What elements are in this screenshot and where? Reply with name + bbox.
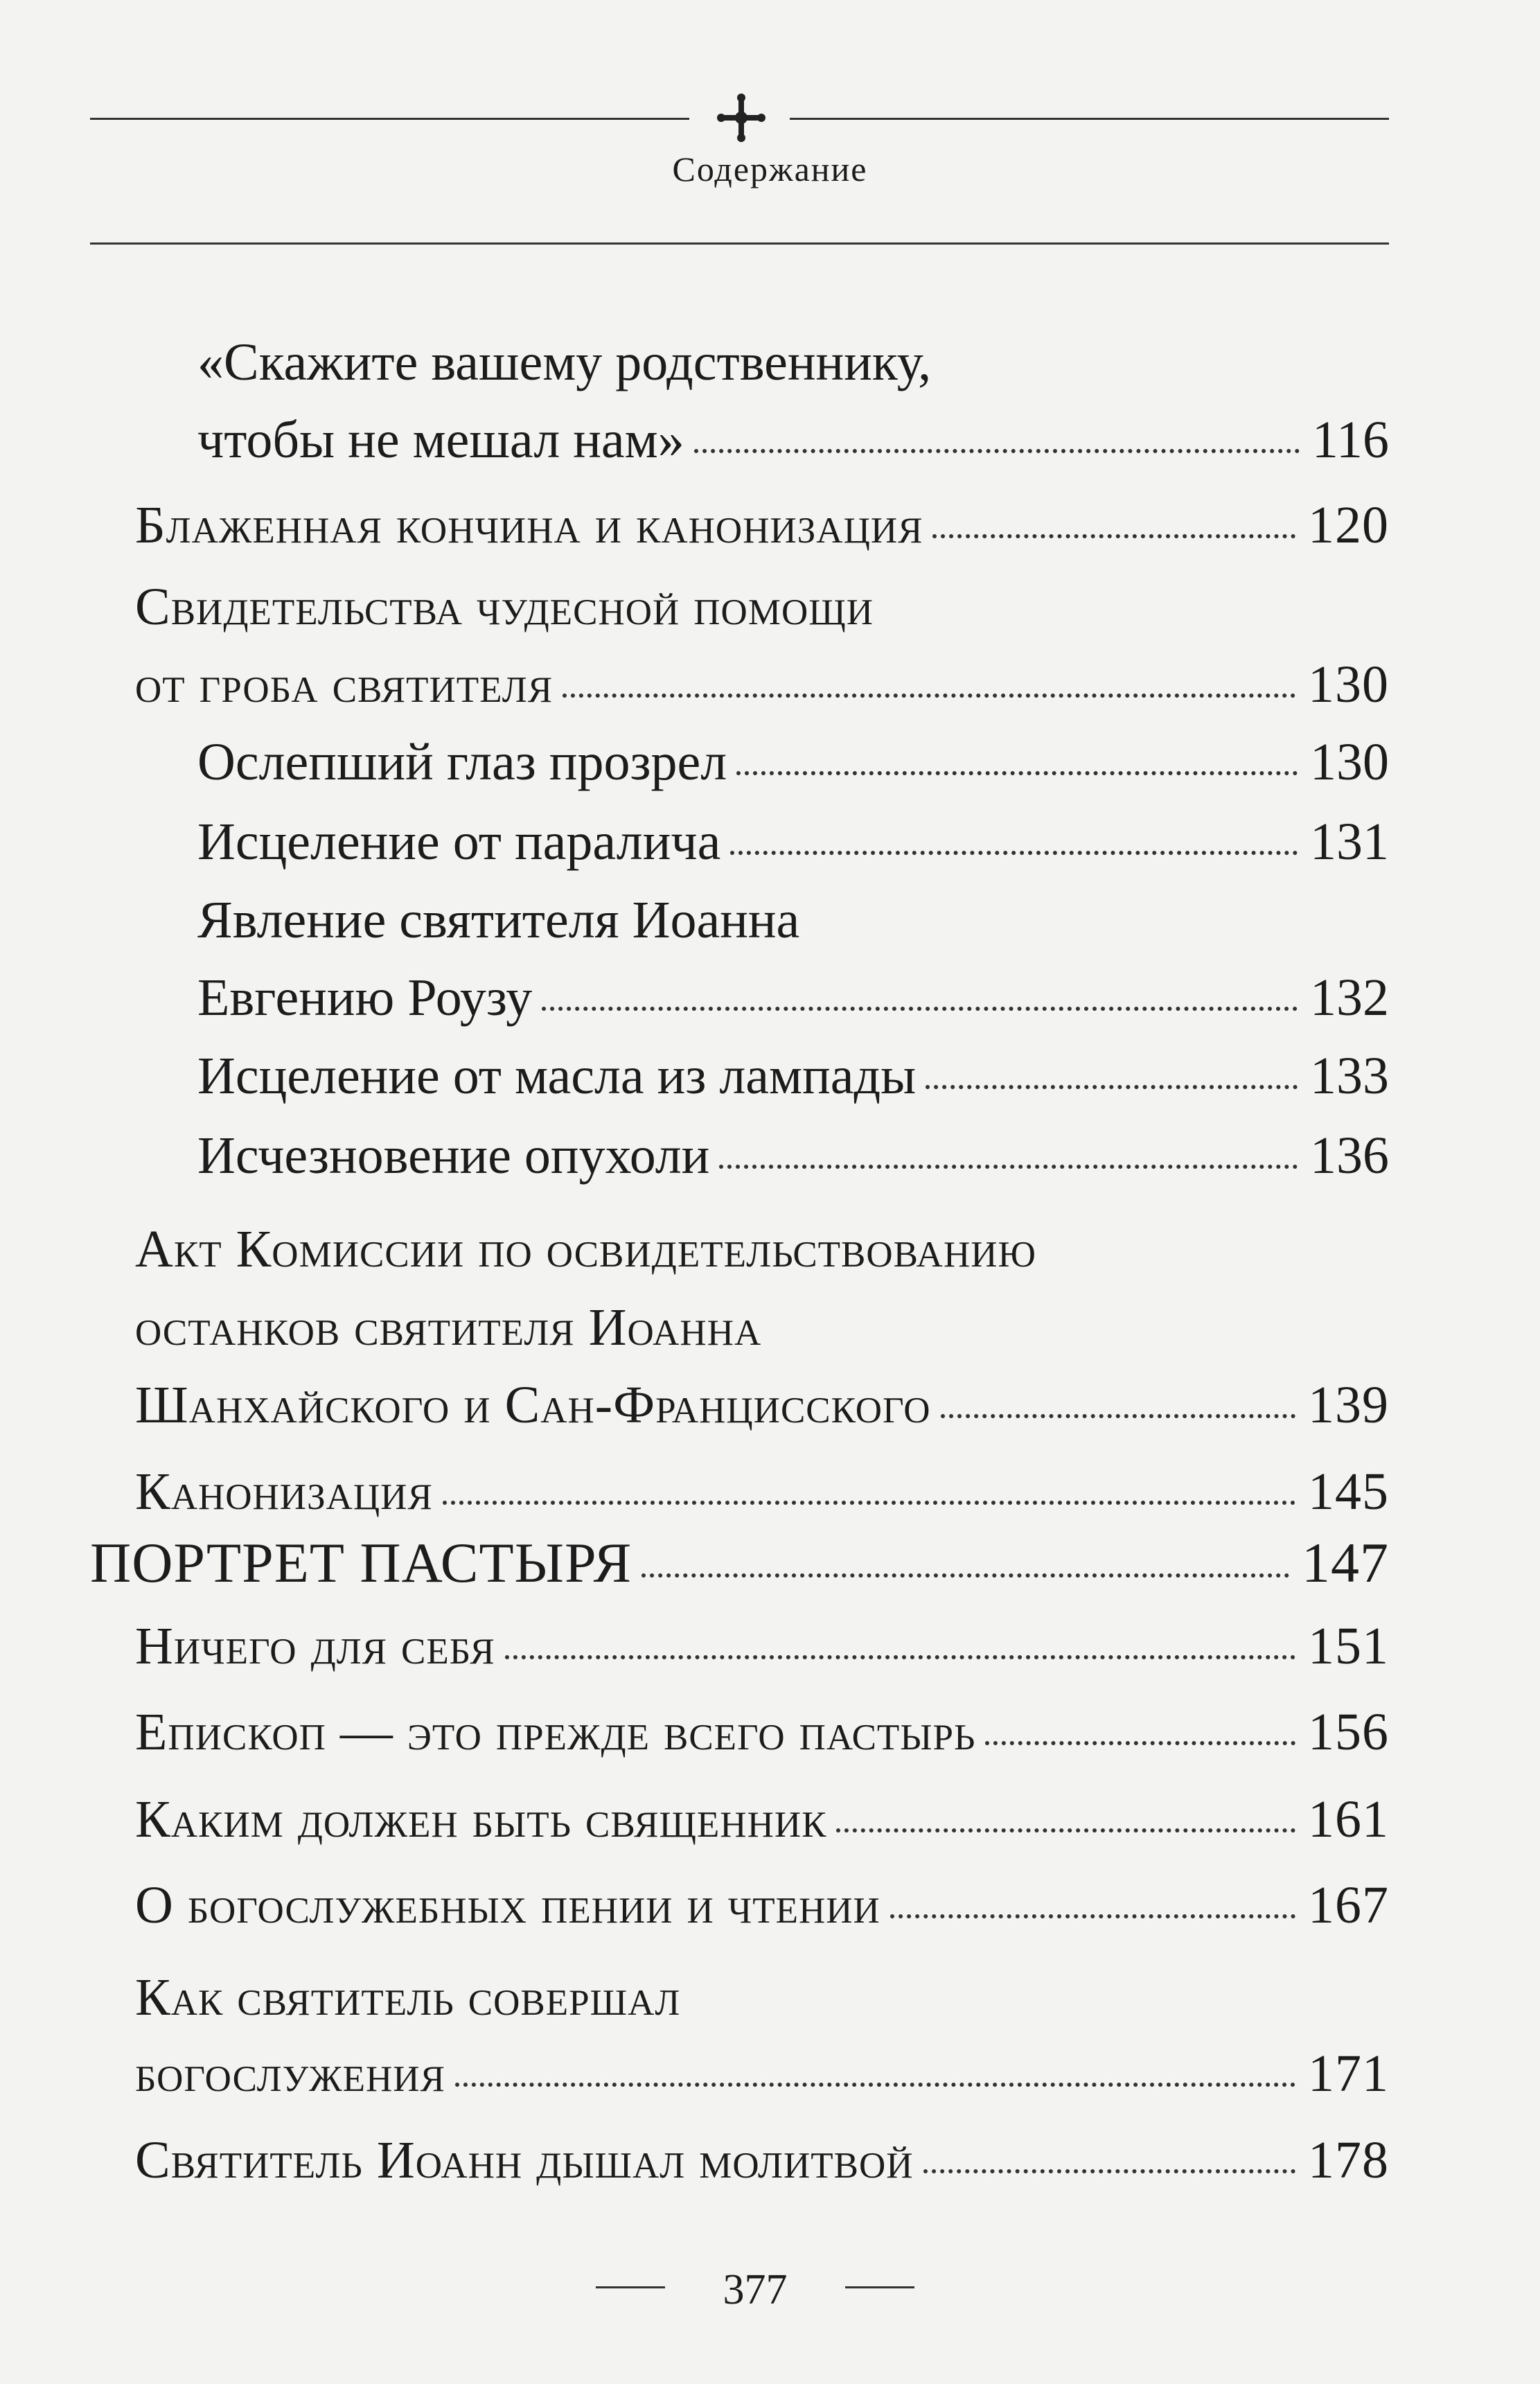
toc-entry [197,733,1389,791]
dot-leader [443,1501,1295,1505]
toc-entry-page: 156 [1308,1703,1389,1761]
toc-entry-title: Каким должен быть священник [135,1790,827,1848]
toc-entry [135,496,1389,554]
toc-entry [197,333,932,391]
toc-entry-title: Ничего для себя [135,1617,495,1675]
dot-leader [730,851,1298,855]
toc-entry [197,411,1389,469]
toc-entry-title: Исчезновение опухоли [197,1127,710,1185]
toc-entry-title: «Скажите вашему родственнику, [197,333,932,391]
toc-entry [135,1220,1036,1278]
toc-entry [135,1376,1389,1434]
toc-entry-title: от гроба святителя [135,655,554,714]
toc-entry-title: Исцеление от паралича [197,813,721,871]
toc-entry [135,1463,1389,1521]
toc-entry-page: 136 [1310,1127,1389,1185]
dot-leader [455,2083,1295,2087]
toc-entry-title: Акт Комиссии по освидетельствованию [135,1220,1036,1278]
toc-entry-title: Ослепший глаз прозрел [197,733,727,791]
toc-entry-title: останков святителя Иоанна [135,1298,762,1357]
toc-entry-title: Блаженная кончина и канонизация [135,496,923,554]
dot-leader [932,534,1295,538]
toc-entry-title: ПОРТРЕТ ПАСТЫРЯ [90,1531,632,1594]
toc-entry-title: Свидетельства чудесной помощи [135,578,874,636]
dot-leader [836,1828,1295,1833]
toc-entry-title: О богослужебных пении и чтении [135,1876,880,1934]
toc-section-entry [90,1531,1389,1594]
toc-entry-page: 147 [1302,1531,1389,1594]
toc-entry-title: Канонизация [135,1463,433,1521]
dot-leader [941,1414,1295,1418]
dot-leader [542,1007,1298,1011]
dot-leader [736,771,1298,775]
toc-entry [197,1047,1389,1105]
toc-entry [197,969,1389,1027]
dot-leader [923,2169,1296,2173]
toc-entry [135,1876,1389,1934]
folio-dash-left [596,2286,665,2288]
toc-entry [135,2045,1389,2103]
toc-entry [197,1127,1389,1185]
toc-entry [135,1790,1389,1848]
toc-entry-title: Как святитель совершал [135,1968,681,2027]
toc-entry-page: 145 [1308,1463,1389,1521]
toc-entry-page: 130 [1308,655,1389,714]
toc-entry-page: 178 [1308,2131,1389,2189]
toc-entry-page: 151 [1308,1617,1389,1675]
toc-entry-title: Шанхайского и Сан-Францисского [135,1376,931,1434]
page-number-footer [0,2266,1540,2313]
dot-leader [563,694,1295,698]
toc-entry [197,891,800,949]
toc-entry [197,813,1389,871]
toc-entry [135,578,874,636]
folio-dash-right [845,2286,914,2288]
toc-entry [135,655,1389,714]
toc-entry-page: 133 [1310,1047,1389,1105]
dot-leader [926,1085,1298,1089]
running-title: Содержание [672,150,868,188]
toc-entry-page: 139 [1308,1376,1389,1434]
toc-entry-page: 132 [1310,969,1389,1027]
dot-leader [890,1914,1295,1918]
toc-entry-page: 120 [1308,496,1389,554]
toc-entry-title: Явление святителя Иоанна [197,891,800,949]
toc-entry [135,1968,681,2027]
toc-entry-page: 130 [1310,733,1389,791]
page-number: 377 [723,2266,788,2313]
toc-entry-title: Святитель Иоанн дышал молитвой [135,2131,914,2189]
toc-entry-page: 171 [1308,2045,1389,2103]
toc-entry-title: богослужения [135,2045,445,2103]
toc-entry-title: Евгению Роузу [197,969,533,1027]
toc-entry-title: Исцеление от масла из лампады [197,1047,917,1105]
toc-entry-title: чтобы не мешал нам» [197,411,684,469]
toc-entry-page: 116 [1311,411,1389,469]
toc-entry [135,1298,762,1357]
toc-entry-page: 161 [1308,1790,1389,1848]
toc-entry-title: Епископ — это прежде всего пастырь [135,1703,976,1761]
toc-entry [135,1703,1389,1761]
toc-entry [135,1617,1389,1675]
dot-leader [505,1655,1295,1659]
toc-entry-page: 131 [1310,813,1389,871]
dot-leader [985,1741,1295,1745]
dot-leader [694,449,1300,453]
toc-entry [135,2131,1389,2189]
toc-entry-page: 167 [1308,1876,1389,1934]
dot-leader [719,1165,1298,1169]
dot-leader [641,1573,1289,1578]
